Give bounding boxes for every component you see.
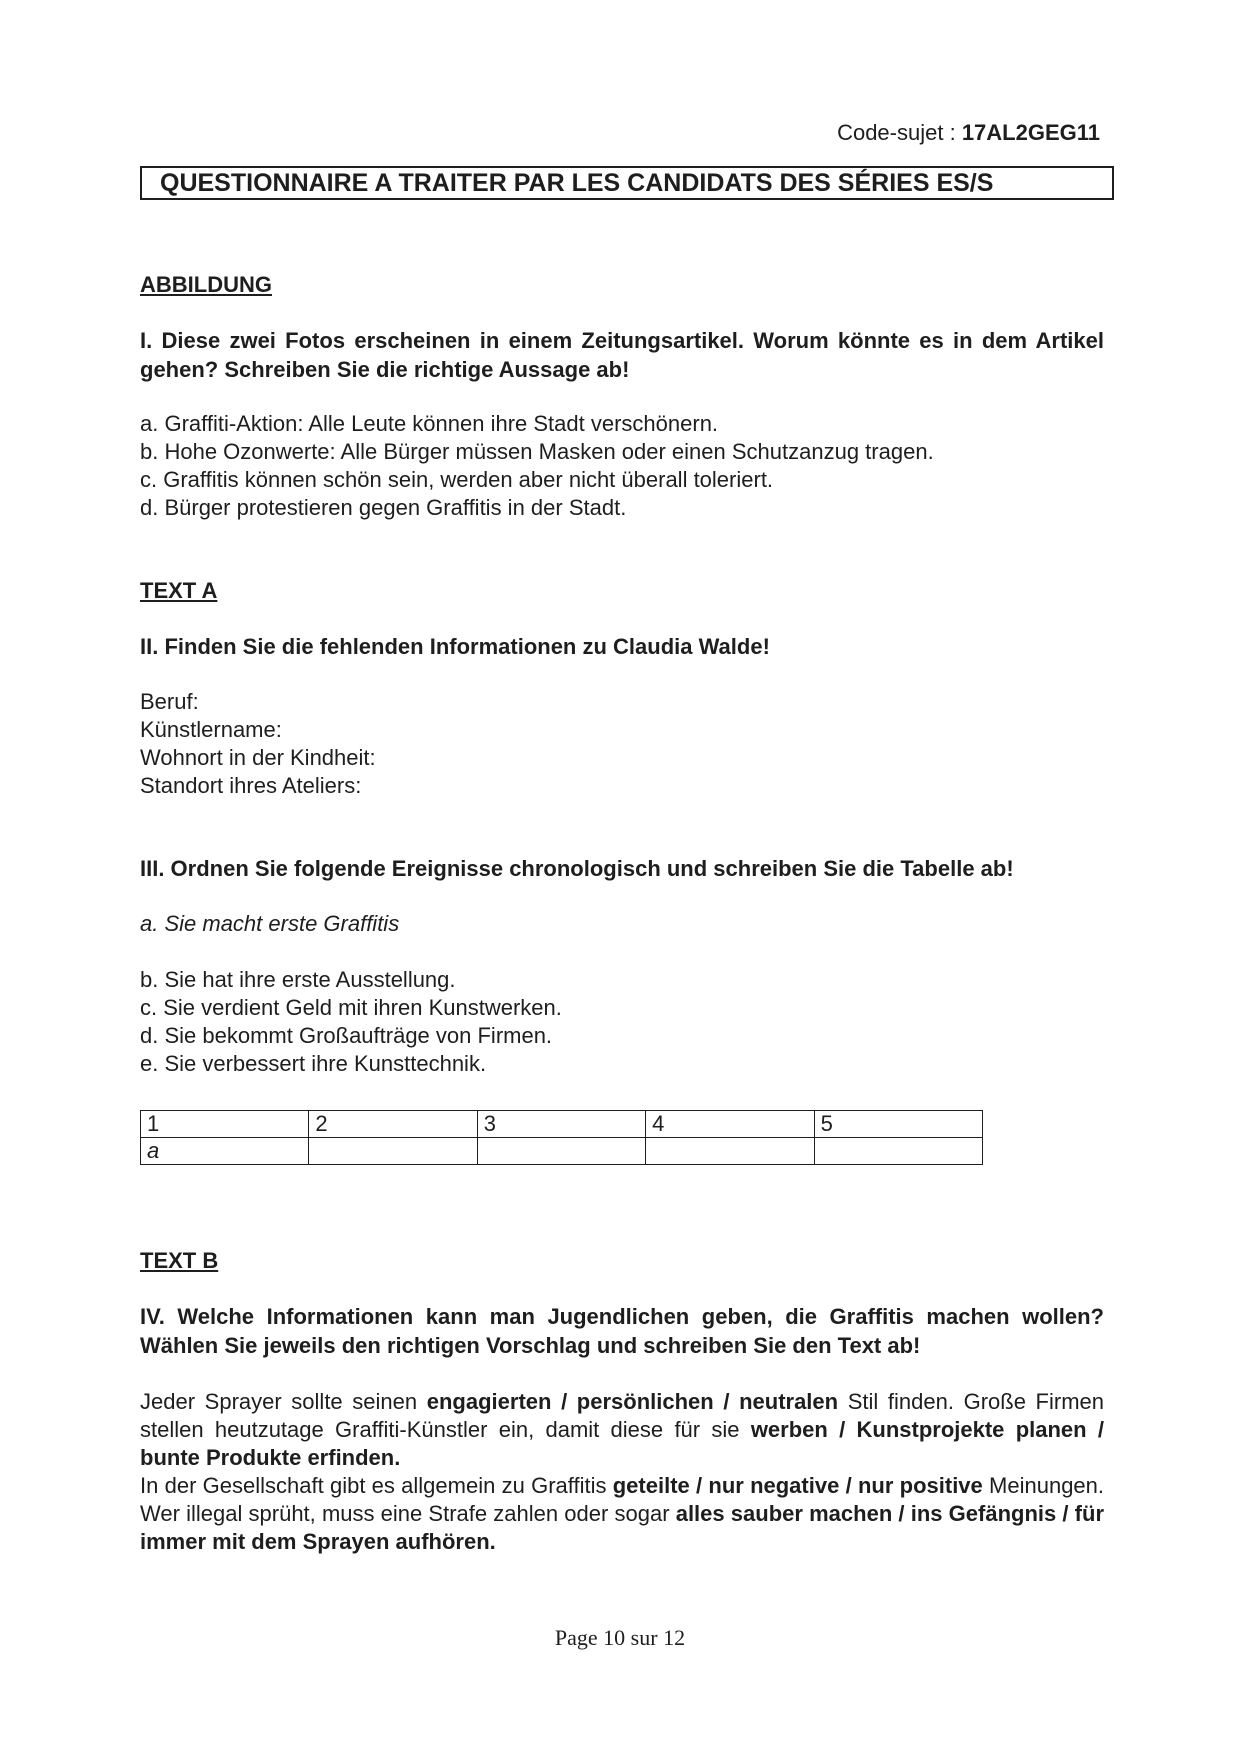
table-cell	[646, 1138, 814, 1165]
table-cell	[477, 1138, 645, 1165]
chronology-table	[140, 1110, 983, 1165]
code-sujet-value: 17AL2GEG11	[961, 120, 1100, 145]
text-b-heading: TEXT B	[140, 1248, 219, 1273]
series-banner: QUESTIONNAIRE A TRAITER PAR LES CANDIDATS DES SÉRIES ES/S	[140, 166, 1114, 200]
paragraph-2	[140, 1472, 1104, 1556]
event-b: b. Sie hat ihre erste Ausstellung.	[140, 967, 456, 992]
paragraph-1	[140, 1388, 1104, 1472]
code-sujet-label: Code-sujet :	[837, 120, 962, 145]
option-c: c. Graffitis können schön sein, werden aber nicht überall toleriert.	[140, 467, 774, 492]
table-cell	[814, 1138, 982, 1165]
event-d: d. Sie bekommt Großaufträge von Firmen.	[140, 1023, 553, 1048]
table-cell: 2	[309, 1111, 477, 1138]
table-cell: 4	[646, 1111, 814, 1138]
option-b: b. Hohe Ozonwerte: Alle Bürger müssen Masken oder einen Schutzanzug tragen.	[140, 439, 934, 464]
question-2: II. Finden Sie die fehlenden Informationen zu Claudia Walde!	[140, 634, 770, 659]
option-d: d. Bürger protestieren gegen Graffitis in der Stadt.	[140, 495, 627, 520]
fields-list	[140, 688, 1100, 800]
text-span: Jeder Sprayer sollte seinen	[140, 1389, 427, 1414]
text-b-paragraph	[140, 1388, 1104, 1556]
text-span: Stil finden. Große Firmen stellen heutzutage Graffiti-Künstler ein, damit diese für sie	[140, 1389, 1105, 1442]
question-4: IV. Welche Informationen kann man Jugendlichen geben, die Graffitis machen wollen? Wählen Sie jeweils den richtigen Vorschlag und schreiben Sie den Text ab!	[140, 1304, 1104, 1358]
text-span: Meinungen. Wer illegal sprüht, muss eine Strafe zahlen oder sogar	[140, 1473, 1105, 1526]
text-span: In der Gesellschaft gibt es allgemein zu Graffitis	[140, 1473, 613, 1498]
question-3: III. Ordnen Sie folgende Ereignisse chronologisch und schreiben Sie die Tabelle ab!	[140, 856, 1014, 881]
event-e: e. Sie verbessert ihre Kunsttechnik.	[140, 1051, 487, 1076]
example-event: a. Sie macht erste Graffitis	[140, 911, 400, 936]
table-row	[141, 1138, 983, 1165]
text-span: .	[394, 1445, 401, 1470]
table-cell: 5	[814, 1111, 982, 1138]
events-list	[140, 966, 1100, 1078]
field-wohnort: Wohnort in der Kindheit:	[140, 745, 376, 770]
event-c: c. Sie verdient Geld mit ihren Kunstwerken.	[140, 995, 562, 1020]
field-beruf: Beruf:	[140, 689, 199, 714]
page-number: Page 10 sur 12	[554, 1625, 686, 1650]
option-a: a. Graffiti-Aktion: Alle Leute können ihre Stadt verschönern.	[140, 411, 719, 436]
question-1: I. Diese zwei Fotos erscheinen in einem Zeitungsartikel. Worum könnte es in dem Artikel gehen? Schreiben Sie die richtige Aussage ab!	[140, 328, 1104, 382]
table-cell: 1	[141, 1111, 309, 1138]
table-cell: 3	[477, 1111, 645, 1138]
choice-1: engagierten / persönlichen / neutralen	[426, 1389, 839, 1414]
choice-4: alles sauber machen / ins Gefängnis / für immer mit dem Sprayen aufhören.	[140, 1501, 1105, 1554]
options-list	[140, 410, 1100, 522]
table-cell	[309, 1138, 477, 1165]
choice-3: geteilte / nur negative / nur positive	[612, 1473, 983, 1498]
table-header-row	[141, 1111, 983, 1138]
text-a-heading: TEXT A	[140, 578, 218, 603]
code-sujet	[780, 120, 1100, 146]
choice-2: werben / Kunstprojekte planen / bunte Produkte erfinden	[140, 1417, 1104, 1470]
field-standort: Standort ihres Ateliers:	[140, 773, 362, 798]
abbildung-heading: ABBILDUNG	[140, 272, 272, 297]
table-cell: a	[141, 1138, 309, 1165]
field-kuenstlername: Künstlername:	[140, 717, 282, 742]
